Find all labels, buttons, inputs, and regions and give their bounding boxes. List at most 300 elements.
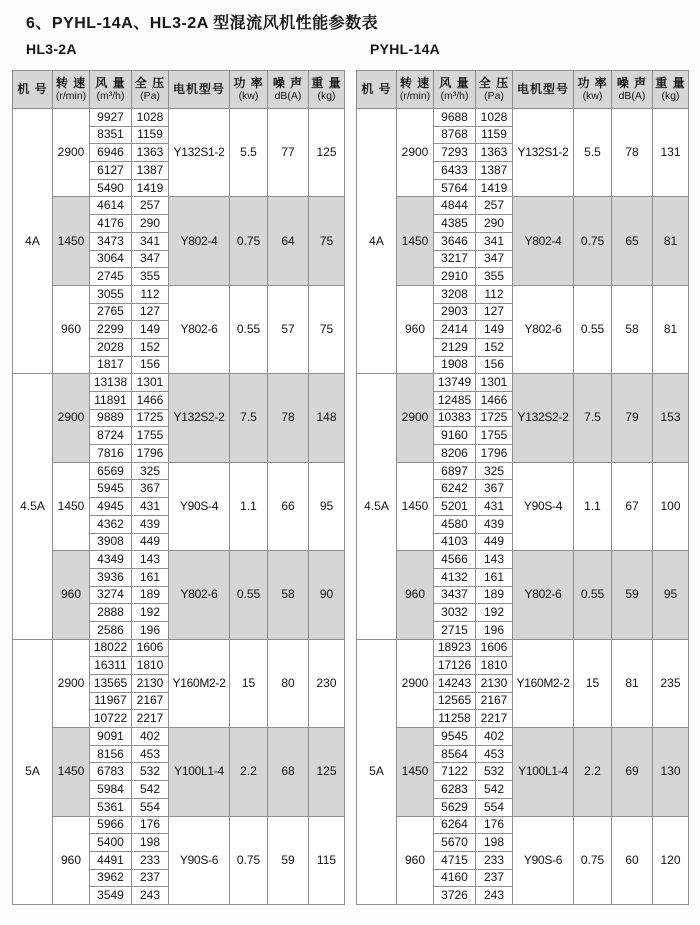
cell-noise: 67 bbox=[612, 462, 653, 550]
cell-airflow: 2129 bbox=[434, 338, 476, 356]
cell-noise: 69 bbox=[612, 728, 653, 816]
column-header-3 bbox=[476, 71, 513, 109]
cell-pressure: 2167 bbox=[132, 692, 169, 710]
cell-airflow: 1908 bbox=[434, 356, 476, 374]
cell-speed: 960 bbox=[397, 551, 434, 639]
cell-airflow: 7122 bbox=[434, 763, 476, 781]
cell-pressure: 542 bbox=[476, 781, 513, 799]
cell-power: 0.55 bbox=[230, 285, 268, 373]
cell-airflow: 2586 bbox=[90, 621, 132, 639]
cell-airflow: 6569 bbox=[90, 462, 132, 480]
cell-motor-model: Y160M2-2 bbox=[169, 639, 230, 727]
cell-airflow: 3646 bbox=[434, 232, 476, 250]
cell-noise: 57 bbox=[268, 285, 309, 373]
cell-airflow: 4491 bbox=[90, 851, 132, 869]
cell-airflow: 8724 bbox=[90, 427, 132, 445]
cell-motor-model: Y100L1-4 bbox=[169, 728, 230, 816]
cell-pressure: 198 bbox=[132, 834, 169, 852]
cell-noise: 80 bbox=[268, 639, 309, 727]
cell-weight: 125 bbox=[309, 728, 345, 816]
cell-motor-model: Y90S-6 bbox=[513, 816, 574, 904]
column-header-label: 全 压 bbox=[478, 75, 510, 90]
cell-pressure: 1301 bbox=[476, 374, 513, 392]
cell-pressure: 1755 bbox=[132, 427, 169, 445]
cell-speed: 960 bbox=[53, 551, 90, 639]
cell-pressure: 402 bbox=[132, 728, 169, 746]
cell-airflow: 14243 bbox=[434, 675, 476, 693]
cell-airflow: 2715 bbox=[434, 621, 476, 639]
cell-pressure: 161 bbox=[476, 568, 513, 586]
cell-airflow: 4103 bbox=[434, 533, 476, 551]
cell-pressure: 1363 bbox=[476, 144, 513, 162]
cell-motor-model: Y90S-6 bbox=[169, 816, 230, 904]
table-row bbox=[13, 462, 345, 480]
table-block-hl3-2a bbox=[12, 41, 350, 905]
page-title: 6、PYHL-14A、HL3-2A 型混流风机性能参数表 bbox=[26, 15, 379, 32]
cell-power: 0.55 bbox=[574, 285, 612, 373]
column-header-unit: (m³/h) bbox=[96, 89, 125, 102]
cell-pressure: 257 bbox=[476, 197, 513, 215]
cell-airflow: 3473 bbox=[90, 232, 132, 250]
column-header-label: 功 率 bbox=[233, 75, 264, 90]
cell-pressure: 152 bbox=[132, 338, 169, 356]
cell-speed: 960 bbox=[397, 816, 434, 904]
column-header-label: 噪 声 bbox=[272, 75, 304, 90]
cell-noise: 78 bbox=[612, 109, 653, 197]
cell-weight: 75 bbox=[309, 197, 345, 285]
table-row bbox=[357, 816, 689, 834]
cell-airflow: 17126 bbox=[434, 657, 476, 675]
cell-airflow: 4715 bbox=[434, 851, 476, 869]
cell-pressure: 237 bbox=[476, 869, 513, 887]
cell-airflow: 4580 bbox=[434, 515, 476, 533]
cell-airflow: 4362 bbox=[90, 515, 132, 533]
cell-airflow: 2765 bbox=[90, 303, 132, 321]
cell-motor-model: Y90S-4 bbox=[513, 462, 574, 550]
cell-power: 1.1 bbox=[230, 462, 268, 550]
cell-power: 1.1 bbox=[574, 462, 612, 550]
cell-airflow: 2888 bbox=[90, 604, 132, 622]
column-header-label: 全 压 bbox=[134, 75, 166, 90]
cell-airflow: 4132 bbox=[434, 568, 476, 586]
cell-power: 7.5 bbox=[230, 374, 268, 462]
cell-weight: 115 bbox=[309, 816, 345, 904]
column-header-1 bbox=[53, 71, 90, 109]
cell-speed: 960 bbox=[53, 285, 90, 373]
cell-airflow: 18923 bbox=[434, 639, 476, 657]
cell-airflow: 6264 bbox=[434, 816, 476, 834]
cell-motor-model: Y132S1-2 bbox=[169, 109, 230, 197]
cell-power: 0.75 bbox=[574, 816, 612, 904]
cell-pressure: 1466 bbox=[476, 392, 513, 410]
cell-pressure: 1419 bbox=[132, 179, 169, 197]
cell-airflow: 5764 bbox=[434, 179, 476, 197]
column-header-unit: (m³/h) bbox=[440, 89, 469, 102]
table-row bbox=[13, 728, 345, 746]
cell-airflow: 3726 bbox=[434, 887, 476, 905]
cell-airflow: 4385 bbox=[434, 215, 476, 233]
cell-pressure: 1725 bbox=[132, 409, 169, 427]
cell-airflow: 9545 bbox=[434, 728, 476, 746]
cell-airflow: 6946 bbox=[90, 144, 132, 162]
table-row bbox=[357, 728, 689, 746]
column-header-unit: (kg) bbox=[661, 89, 680, 102]
cell-airflow: 9160 bbox=[434, 427, 476, 445]
cell-weight: 81 bbox=[653, 197, 689, 285]
cell-speed: 1450 bbox=[397, 197, 434, 285]
column-header-unit: (kw) bbox=[238, 89, 259, 102]
table-row bbox=[13, 197, 345, 215]
cell-weight: 131 bbox=[653, 109, 689, 197]
cell-pressure: 431 bbox=[132, 498, 169, 516]
cell-pressure: 1028 bbox=[132, 109, 169, 127]
cell-motor-model: Y100L1-4 bbox=[513, 728, 574, 816]
cell-speed: 2900 bbox=[397, 374, 434, 462]
cell-pressure: 1301 bbox=[132, 374, 169, 392]
cell-pressure: 347 bbox=[476, 250, 513, 268]
cell-airflow: 7293 bbox=[434, 144, 476, 162]
cell-speed: 2900 bbox=[397, 639, 434, 727]
cell-speed: 1450 bbox=[53, 197, 90, 285]
table-row bbox=[357, 109, 689, 127]
cell-weight: 90 bbox=[309, 551, 345, 639]
cell-airflow: 3274 bbox=[90, 586, 132, 604]
cell-airflow: 3055 bbox=[90, 285, 132, 303]
cell-airflow: 1817 bbox=[90, 356, 132, 374]
cell-airflow: 3962 bbox=[90, 869, 132, 887]
column-header-label: 转 速 bbox=[399, 75, 431, 90]
cell-weight: 100 bbox=[653, 462, 689, 550]
cell-motor-model: Y132S2-2 bbox=[169, 374, 230, 462]
cell-pressure: 156 bbox=[132, 356, 169, 374]
table-row bbox=[13, 551, 345, 569]
cell-pressure: 325 bbox=[476, 462, 513, 480]
cell-airflow: 2910 bbox=[434, 268, 476, 286]
cell-weight: 153 bbox=[653, 374, 689, 462]
cell-speed: 960 bbox=[53, 816, 90, 904]
cell-weight: 148 bbox=[309, 374, 345, 462]
cell-airflow: 16311 bbox=[90, 657, 132, 675]
cell-airflow: 4566 bbox=[434, 551, 476, 569]
cell-power: 15 bbox=[230, 639, 268, 727]
cell-pressure: 149 bbox=[132, 321, 169, 339]
cell-noise: 78 bbox=[268, 374, 309, 462]
cell-airflow: 5400 bbox=[90, 834, 132, 852]
cell-noise: 64 bbox=[268, 197, 309, 285]
header-row bbox=[13, 71, 345, 109]
cell-pressure: 367 bbox=[476, 480, 513, 498]
column-header-label: 功 率 bbox=[577, 75, 608, 90]
cell-pressure: 143 bbox=[132, 551, 169, 569]
cell-pressure: 1419 bbox=[476, 179, 513, 197]
table-label-pyhl-14a: PYHL-14A bbox=[370, 41, 441, 57]
cell-airflow: 8351 bbox=[90, 126, 132, 144]
cell-pressure: 189 bbox=[476, 586, 513, 604]
cell-airflow: 5490 bbox=[90, 179, 132, 197]
cell-speed: 1450 bbox=[397, 728, 434, 816]
cell-pressure: 1606 bbox=[476, 639, 513, 657]
cell-airflow: 4176 bbox=[90, 215, 132, 233]
cell-speed: 2900 bbox=[53, 639, 90, 727]
table-row bbox=[13, 109, 345, 127]
cell-airflow: 10383 bbox=[434, 409, 476, 427]
column-header-2 bbox=[90, 71, 132, 109]
cell-airflow: 6897 bbox=[434, 462, 476, 480]
cell-pressure: 1159 bbox=[132, 126, 169, 144]
cell-pressure: 198 bbox=[476, 834, 513, 852]
cell-pressure: 355 bbox=[132, 268, 169, 286]
cell-speed: 2900 bbox=[397, 109, 434, 197]
cell-airflow: 6127 bbox=[90, 162, 132, 180]
cell-airflow: 6783 bbox=[90, 763, 132, 781]
spec-table-slot bbox=[12, 70, 350, 905]
cell-airflow: 9091 bbox=[90, 728, 132, 746]
cell-noise: 66 bbox=[268, 462, 309, 550]
cell-motor-model: Y160M2-2 bbox=[513, 639, 574, 727]
cell-model-no: 4.5A bbox=[357, 374, 397, 639]
cell-noise: 60 bbox=[612, 816, 653, 904]
cell-pressure: 189 bbox=[132, 586, 169, 604]
cell-noise: 58 bbox=[268, 551, 309, 639]
cell-airflow: 2299 bbox=[90, 321, 132, 339]
cell-airflow: 12485 bbox=[434, 392, 476, 410]
cell-airflow: 11967 bbox=[90, 692, 132, 710]
cell-speed: 960 bbox=[397, 285, 434, 373]
cell-airflow: 2745 bbox=[90, 268, 132, 286]
cell-pressure: 439 bbox=[132, 515, 169, 533]
cell-noise: 79 bbox=[612, 374, 653, 462]
cell-pressure: 431 bbox=[476, 498, 513, 516]
cell-power: 5.5 bbox=[230, 109, 268, 197]
cell-pressure: 542 bbox=[132, 781, 169, 799]
cell-airflow: 9889 bbox=[90, 409, 132, 427]
cell-pressure: 1725 bbox=[476, 409, 513, 427]
cell-pressure: 449 bbox=[132, 533, 169, 551]
table-row bbox=[357, 551, 689, 569]
cell-pressure: 176 bbox=[476, 816, 513, 834]
cell-pressure: 233 bbox=[476, 851, 513, 869]
cell-pressure: 2217 bbox=[132, 710, 169, 728]
cell-pressure: 532 bbox=[476, 763, 513, 781]
cell-airflow: 5945 bbox=[90, 480, 132, 498]
cell-weight: 95 bbox=[309, 462, 345, 550]
cell-airflow: 3549 bbox=[90, 887, 132, 905]
cell-pressure: 156 bbox=[476, 356, 513, 374]
cell-airflow: 6242 bbox=[434, 480, 476, 498]
cell-motor-model: Y802-6 bbox=[169, 551, 230, 639]
cell-pressure: 1796 bbox=[476, 445, 513, 463]
column-header-label: 噪 声 bbox=[616, 75, 648, 90]
cell-pressure: 1810 bbox=[132, 657, 169, 675]
cell-airflow: 2903 bbox=[434, 303, 476, 321]
column-header-5 bbox=[230, 71, 268, 109]
cell-airflow: 13565 bbox=[90, 675, 132, 693]
spec-table-HL3-2A bbox=[12, 70, 345, 905]
column-header-label: 机 号 bbox=[361, 81, 392, 96]
cell-power: 5.5 bbox=[574, 109, 612, 197]
cell-pressure: 143 bbox=[476, 551, 513, 569]
column-header-4 bbox=[513, 71, 574, 109]
column-header-unit: dB(A) bbox=[618, 89, 646, 102]
column-header-7 bbox=[653, 71, 689, 109]
cell-airflow: 4614 bbox=[90, 197, 132, 215]
cell-airflow: 8156 bbox=[90, 745, 132, 763]
cell-noise: 59 bbox=[612, 551, 653, 639]
cell-power: 0.75 bbox=[230, 197, 268, 285]
column-header-6 bbox=[268, 71, 309, 109]
cell-motor-model: Y802-4 bbox=[169, 197, 230, 285]
cell-model-no: 5A bbox=[357, 639, 397, 904]
cell-motor-model: Y802-6 bbox=[169, 285, 230, 373]
cell-noise: 81 bbox=[612, 639, 653, 727]
cell-power: 0.55 bbox=[230, 551, 268, 639]
table-row bbox=[357, 197, 689, 215]
cell-speed: 2900 bbox=[53, 109, 90, 197]
column-header-5 bbox=[574, 71, 612, 109]
cell-pressure: 127 bbox=[132, 303, 169, 321]
cell-airflow: 12565 bbox=[434, 692, 476, 710]
cell-airflow: 11891 bbox=[90, 392, 132, 410]
cell-pressure: 2167 bbox=[476, 692, 513, 710]
cell-pressure: 233 bbox=[132, 851, 169, 869]
column-header-label: 风 量 bbox=[95, 75, 126, 90]
cell-airflow: 3064 bbox=[90, 250, 132, 268]
column-header-label: 重 量 bbox=[655, 75, 686, 90]
cell-pressure: 112 bbox=[476, 285, 513, 303]
cell-speed: 1450 bbox=[53, 728, 90, 816]
cell-pressure: 257 bbox=[132, 197, 169, 215]
cell-pressure: 243 bbox=[132, 887, 169, 905]
cell-pressure: 325 bbox=[132, 462, 169, 480]
column-header-label: 重 量 bbox=[311, 75, 342, 90]
cell-pressure: 439 bbox=[476, 515, 513, 533]
cell-pressure: 1387 bbox=[132, 162, 169, 180]
cell-pressure: 1606 bbox=[132, 639, 169, 657]
cell-noise: 58 bbox=[612, 285, 653, 373]
cell-airflow: 18022 bbox=[90, 639, 132, 657]
cell-airflow: 13138 bbox=[90, 374, 132, 392]
cell-pressure: 341 bbox=[132, 232, 169, 250]
table-row bbox=[13, 374, 345, 392]
cell-pressure: 453 bbox=[132, 745, 169, 763]
cell-power: 7.5 bbox=[574, 374, 612, 462]
cell-motor-model: Y132S1-2 bbox=[513, 109, 574, 197]
cell-weight: 81 bbox=[653, 285, 689, 373]
cell-pressure: 149 bbox=[476, 321, 513, 339]
cell-airflow: 3908 bbox=[90, 533, 132, 551]
cell-pressure: 2217 bbox=[476, 710, 513, 728]
table-row bbox=[357, 374, 689, 392]
cell-weight: 130 bbox=[653, 728, 689, 816]
cell-pressure: 402 bbox=[476, 728, 513, 746]
column-header-0 bbox=[357, 71, 397, 109]
cell-power: 15 bbox=[574, 639, 612, 727]
header-row bbox=[357, 71, 689, 109]
cell-power: 0.55 bbox=[574, 551, 612, 639]
table-block-pyhl-14a bbox=[356, 41, 694, 905]
cell-pressure: 1466 bbox=[132, 392, 169, 410]
cell-pressure: 347 bbox=[132, 250, 169, 268]
spec-table-slot bbox=[356, 70, 694, 905]
table-label-hl3-2a: HL3-2A bbox=[26, 41, 77, 57]
cell-noise: 68 bbox=[268, 728, 309, 816]
column-header-1 bbox=[397, 71, 434, 109]
cell-airflow: 5966 bbox=[90, 816, 132, 834]
cell-motor-model: Y90S-4 bbox=[169, 462, 230, 550]
cell-pressure: 2130 bbox=[132, 675, 169, 693]
table-row bbox=[13, 639, 345, 657]
cell-model-no: 4.5A bbox=[13, 374, 53, 639]
cell-pressure: 237 bbox=[132, 869, 169, 887]
cell-power: 0.75 bbox=[574, 197, 612, 285]
cell-noise: 59 bbox=[268, 816, 309, 904]
column-header-unit: (kg) bbox=[317, 89, 336, 102]
cell-noise: 77 bbox=[268, 109, 309, 197]
cell-airflow: 6283 bbox=[434, 781, 476, 799]
spec-table-PYHL-14A bbox=[356, 70, 689, 905]
cell-airflow: 5201 bbox=[434, 498, 476, 516]
cell-motor-model: Y802-6 bbox=[513, 285, 574, 373]
cell-airflow: 8768 bbox=[434, 126, 476, 144]
cell-airflow: 5670 bbox=[434, 834, 476, 852]
cell-pressure: 355 bbox=[476, 268, 513, 286]
column-header-3 bbox=[132, 71, 169, 109]
column-header-unit: dB(A) bbox=[274, 89, 302, 102]
cell-pressure: 449 bbox=[476, 533, 513, 551]
cell-pressure: 196 bbox=[476, 621, 513, 639]
cell-airflow: 5984 bbox=[90, 781, 132, 799]
cell-airflow: 7816 bbox=[90, 445, 132, 463]
cell-airflow: 2028 bbox=[90, 338, 132, 356]
cell-pressure: 2130 bbox=[476, 675, 513, 693]
cell-pressure: 290 bbox=[476, 215, 513, 233]
column-header-unit: (Pa) bbox=[484, 89, 504, 102]
cell-airflow: 8206 bbox=[434, 445, 476, 463]
cell-airflow: 4945 bbox=[90, 498, 132, 516]
cell-pressure: 367 bbox=[132, 480, 169, 498]
cell-power: 2.2 bbox=[574, 728, 612, 816]
cell-pressure: 554 bbox=[132, 798, 169, 816]
column-header-unit: (r/min) bbox=[399, 89, 431, 102]
cell-pressure: 243 bbox=[476, 887, 513, 905]
table-row bbox=[357, 639, 689, 657]
column-header-0 bbox=[13, 71, 53, 109]
column-header-label: 电机型号 bbox=[516, 81, 569, 96]
cell-power: 0.75 bbox=[230, 816, 268, 904]
column-header-4 bbox=[169, 71, 230, 109]
cell-speed: 1450 bbox=[397, 462, 434, 550]
cell-pressure: 192 bbox=[132, 604, 169, 622]
cell-airflow: 10722 bbox=[90, 710, 132, 728]
cell-airflow: 4160 bbox=[434, 869, 476, 887]
column-header-label: 转 速 bbox=[55, 75, 87, 90]
column-header-unit: (r/min) bbox=[55, 89, 87, 102]
cell-pressure: 290 bbox=[132, 215, 169, 233]
cell-weight: 230 bbox=[309, 639, 345, 727]
cell-motor-model: Y132S2-2 bbox=[513, 374, 574, 462]
cell-pressure: 554 bbox=[476, 798, 513, 816]
cell-airflow: 9927 bbox=[90, 109, 132, 127]
column-header-7 bbox=[309, 71, 345, 109]
cell-pressure: 1159 bbox=[476, 126, 513, 144]
table-row bbox=[357, 285, 689, 303]
cell-pressure: 127 bbox=[476, 303, 513, 321]
cell-model-no: 4A bbox=[357, 109, 397, 374]
cell-airflow: 4844 bbox=[434, 197, 476, 215]
cell-airflow: 4349 bbox=[90, 551, 132, 569]
cell-airflow: 3208 bbox=[434, 285, 476, 303]
cell-speed: 1450 bbox=[53, 462, 90, 550]
